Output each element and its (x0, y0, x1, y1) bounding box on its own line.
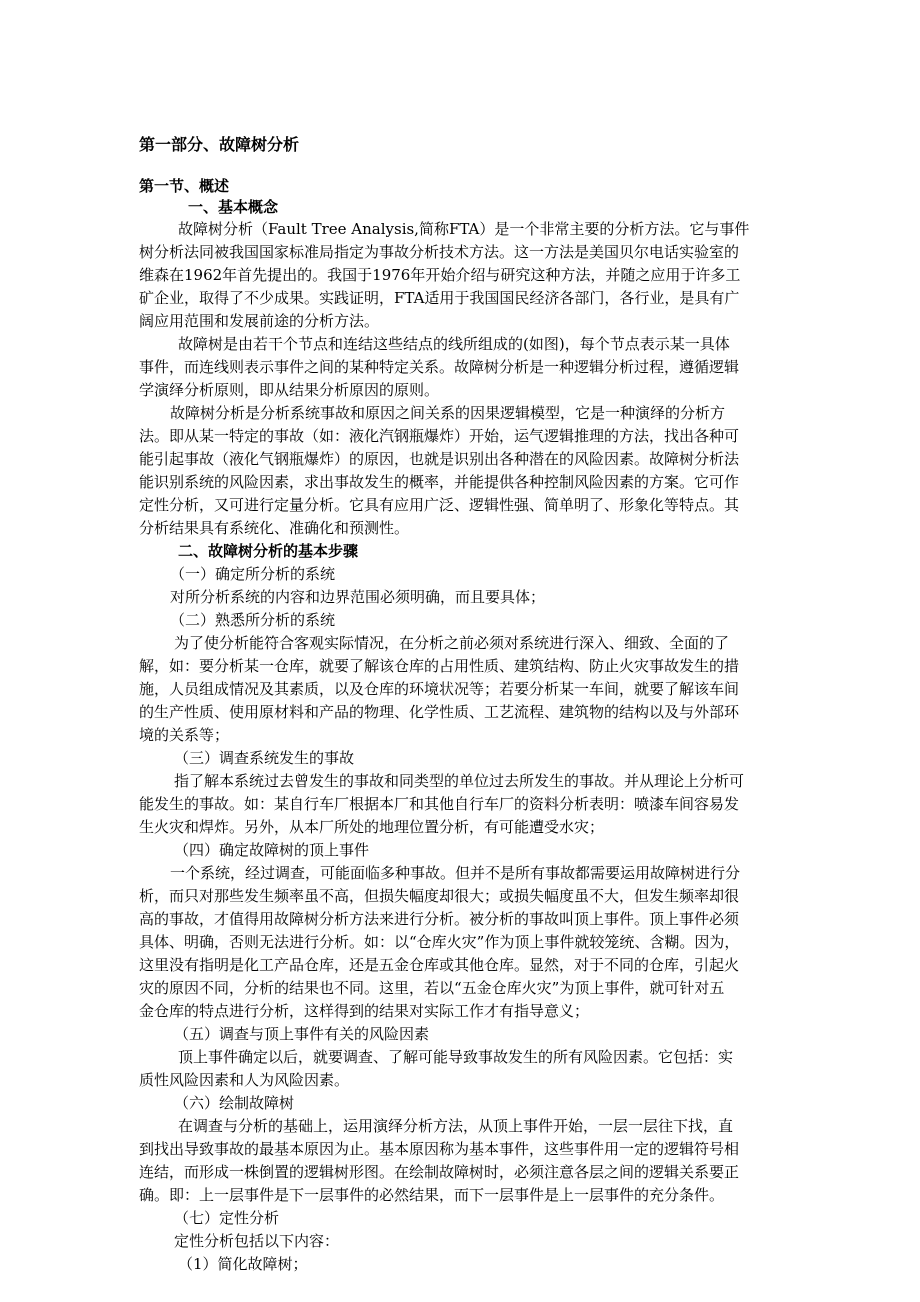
paragraph-line: 施，人员组成情况及其素质，以及仓库的环境状况等；若要分析某一车间，就要了解该车间 (139, 680, 740, 698)
paragraph-line: 对所分析系统的内容和边界范围必须明确，而且要具体； (170, 588, 546, 606)
paragraph-line: 质性风险因素和人为风险因素。 (139, 1071, 350, 1089)
subsection-title-steps: 二、故障树分析的基本步骤 (178, 542, 359, 560)
paragraph-line: 解，如：要分析某一仓库，就要了解该仓库的占用性质、建筑结构、防止火灾事故发生的措 (139, 657, 740, 675)
paragraph-line: 一个系统，经过调查，可能面临多种事故。但并不是所有事故都需要运用故障树进行分 (170, 864, 741, 882)
paragraph-line: 能识别系统的风险因素，求出事故发生的概率，并能提供各种控制风险因素的方案。它可作 (139, 473, 740, 491)
step-title: （四）确定故障树的顶上事件 (174, 841, 370, 859)
paragraph-line: 故障树分析（Fault Tree Analysis,简称FTA）是一个非常主要的分析方法。它与事件 (178, 220, 750, 238)
paragraph-line: 顶上事件确定以后，就要调查、了解可能导致事故发生的所有风险因素。它包括：实 (178, 1048, 734, 1066)
paragraph-line: 灾的原因不同，分析的结果也不同。这里，若以“五金仓库火灾”为顶上事件，就可针对五 (139, 979, 725, 997)
paragraph-line: 能发生的事故。如：某自行车厂根据本厂和其他自行车厂的资料分析表明：喷漆车间容易发 (139, 795, 740, 813)
paragraph-line: 维森在1962年首先提出的。我国于1976年开始介绍与研究这种方法，并随之应用于许多工 (139, 266, 741, 284)
paragraph-line: 故障树分析是分析系统事故和原因之间关系的因果逻辑模型，它是一种演绎的分析方 (170, 404, 726, 422)
paragraph-line: 境的关系等； (139, 726, 230, 744)
paragraph-line: 析，而只对那些发生频率虽不高，但损失幅度却很大；或损失幅度虽不大，但发生频率却很 (139, 887, 740, 905)
subsection-title-basic-concept: 一、基本概念 (188, 198, 279, 216)
paragraph-line: 连结，而形成一株倒置的逻辑树形图。在绘制故障树时，必须注意各层之间的逻辑关系要正 (139, 1163, 740, 1181)
paragraph-line: 生火灾和焊炸。另外，从本厂所处的地理位置分析，有可能遭受水灾； (139, 818, 605, 836)
paragraph-line: 高的事故，才值得用故障树分析方法来进行分析。被分析的事故叫顶上事件。顶上事件必须 (139, 910, 740, 928)
step-title: （二）熟悉所分析的系统 (170, 611, 336, 629)
step-title: （七）定性分析 (174, 1209, 280, 1227)
paragraph-line: 这里没有指明是化工产品仓库，还是五金仓库或其他仓库。显然，对于不同的仓库，引起火 (139, 956, 740, 974)
paragraph-line: 事件，而连线则表示事件之间的某种特定关系。故障树分析是一种逻辑分析过程，遵循逻辑 (139, 358, 740, 376)
paragraph-line: 确。即：上一层事件是下一层事件的必然结果，而下一层事件是上一层事件的充分条件。 (139, 1186, 725, 1204)
step-title: （一）确定所分析的系统 (170, 565, 336, 583)
step-title: （三）调查系统发生的事故 (174, 749, 355, 767)
paragraph-line: 指了解本系统过去曾发生的事故和同类型的单位过去所发生的事故。并从理论上分析可 (174, 772, 745, 790)
paragraph-line: 法。即从某一特定的事故（如：液化汽钢瓶爆炸）开始，运气逻辑推理的方法，找出各种可 (139, 427, 740, 445)
paragraph-line: 阔应用范围和发展前途的分析方法。 (139, 312, 380, 330)
paragraph-line: 的生产性质、使用原材料和产品的物理、化学性质、工艺流程、建筑物的结构以及与外部环 (139, 703, 740, 721)
part-title: 第一部分、故障树分析 (139, 135, 300, 154)
paragraph-line: 学演绎分析原则，即从结果分析原因的原则。 (139, 381, 440, 399)
paragraph-line: 矿企业，取得了不少成果。实践证明，FTA适用于我国国民经济各部门，各行业，是具有广 (139, 289, 740, 307)
list-item: （1）简化故障树； (178, 1255, 308, 1273)
step-title: （六）绘制故障树 (174, 1094, 295, 1112)
paragraph-line: 在调查与分析的基础上，运用演绎分析方法，从顶上事件开始，一层一层往下找，直 (178, 1117, 734, 1135)
paragraph-line: 故障树是由若干个节点和连结这些结点的线所组成的(如图)，每个节点表示某一具体 (178, 335, 730, 353)
paragraph-line: 为了使分析能符合客观实际情况，在分析之前必须对系统进行深入、细致、全面的了 (174, 634, 730, 652)
paragraph-line: 树分析法同被我国国家标准局指定为事故分析技术方法。这一方法是美国贝尔电话实验室的 (139, 243, 740, 261)
step-title: （五）调查与顶上事件有关的风险因素 (174, 1025, 430, 1043)
paragraph-line: 到找出导致事故的最基本原因为止。基本原因称为基本事件，这些事件用一定的逻辑符号相 (139, 1140, 740, 1158)
paragraph-line: 金仓库的特点进行分析，这样得到的结果对实际工作才有指导意义； (139, 1002, 590, 1020)
paragraph-line: 分析结果具有系统化、准确化和预测性。 (139, 519, 410, 537)
paragraph-line: 具体、明确，否则无法进行分析。如：以“仓库火灾”作为顶上事件就较笼统、含糊。因为， (139, 933, 740, 951)
paragraph-line: 定性分析包括以下内容： (174, 1232, 340, 1250)
paragraph-line: 定性分析，又可进行定量分析。它具有应用广泛、逻辑性强、简单明了、形象化等特点。其 (139, 496, 740, 514)
paragraph-line: 能引起事故（液化气钢瓶爆炸）的原因，也就是识别出各种潜在的风险因素。故障树分析法 (139, 450, 740, 468)
section-title: 第一节、概述 (139, 177, 230, 195)
